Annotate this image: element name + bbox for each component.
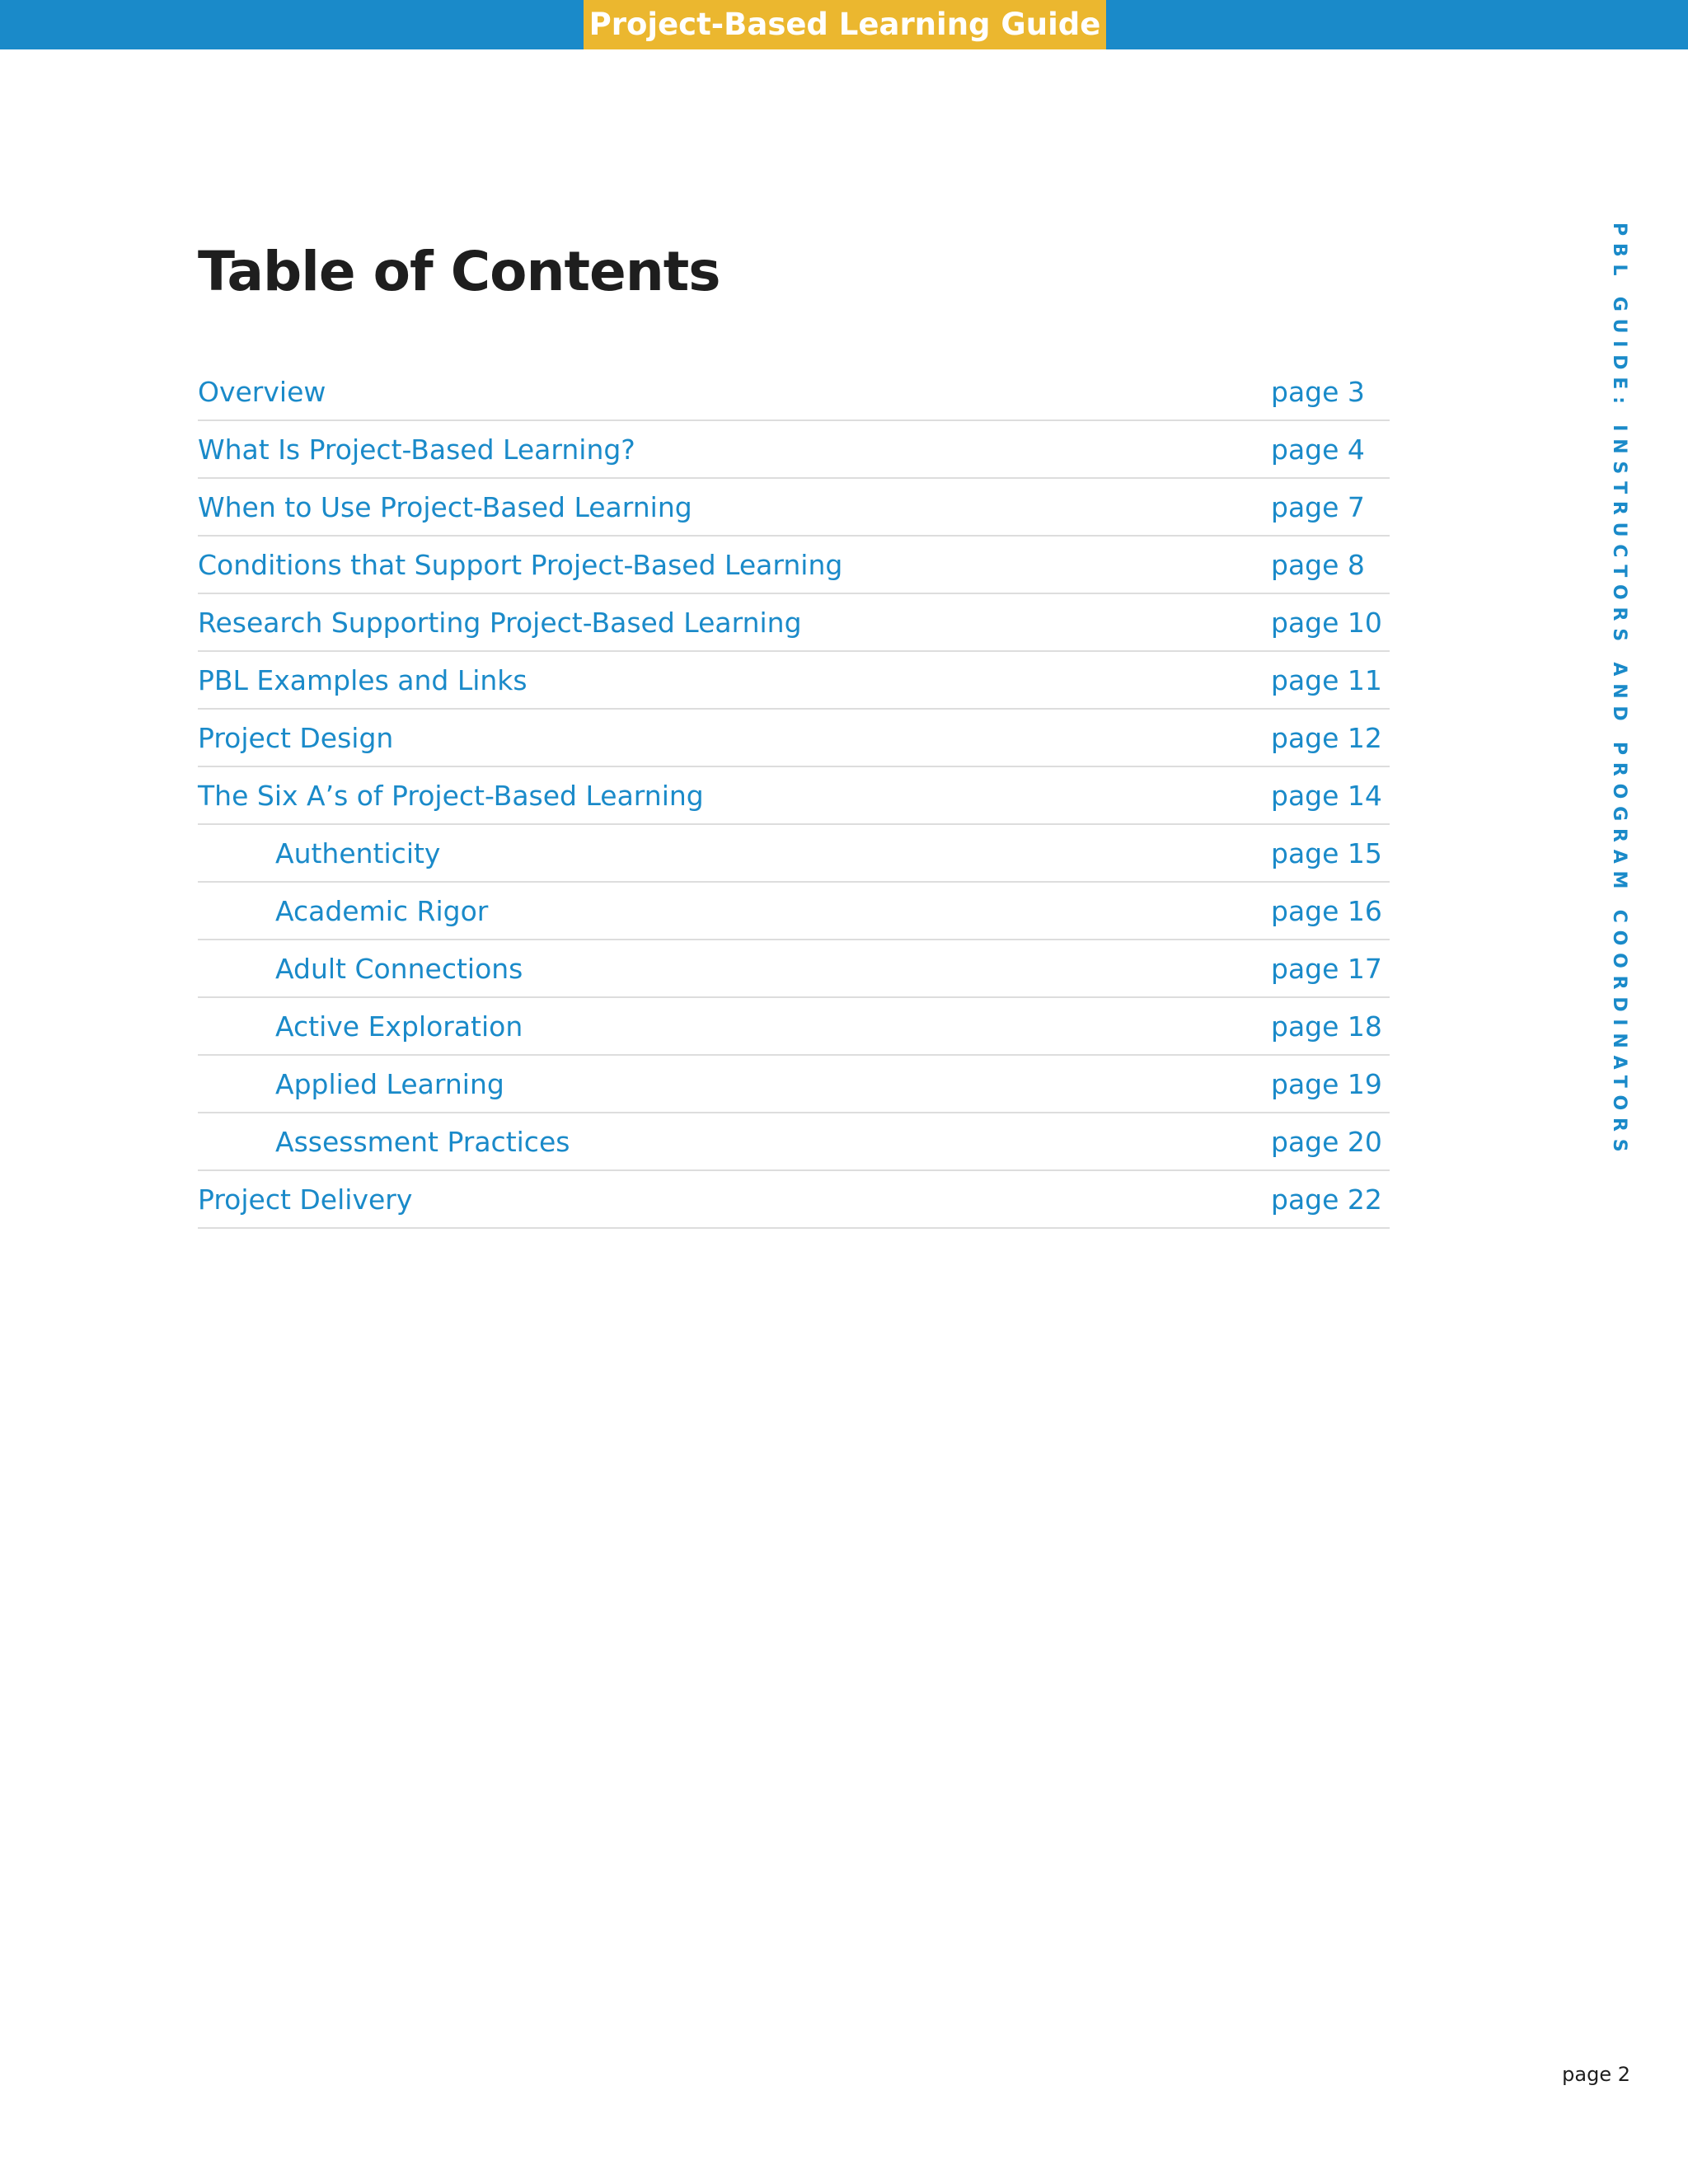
toc-entry-page[interactable]: page 3 <box>1271 375 1365 408</box>
guide-title-tab: Project-Based Learning Guide <box>584 0 1106 49</box>
toc-entry-label[interactable]: The Six A’s of Project-Based Learning <box>198 779 704 812</box>
toc-entry-page[interactable]: page 19 <box>1271 1067 1382 1100</box>
toc-entry-page[interactable]: page 14 <box>1271 779 1382 812</box>
toc-entry[interactable] <box>198 1171 1390 1229</box>
toc-entry-page[interactable]: page 15 <box>1271 837 1382 869</box>
toc-entry[interactable] <box>198 1056 1390 1113</box>
toc-entry-page[interactable]: page 11 <box>1271 663 1382 696</box>
toc-entry-label[interactable]: What Is Project-Based Learning? <box>198 433 635 466</box>
toc-entry-page[interactable]: page 16 <box>1271 894 1382 927</box>
toc-entry-page[interactable]: page 4 <box>1271 433 1365 466</box>
toc-entry-page[interactable]: page 8 <box>1271 548 1365 581</box>
toc-entry-page[interactable]: page 18 <box>1271 1010 1382 1043</box>
toc-entry[interactable] <box>198 363 1390 421</box>
toc-entry[interactable] <box>198 1113 1390 1171</box>
toc-entry-label[interactable]: Authenticity <box>275 837 441 869</box>
toc-entry[interactable] <box>198 479 1390 537</box>
toc-entry-page[interactable]: page 17 <box>1271 952 1382 985</box>
toc-entry[interactable] <box>198 940 1390 998</box>
toc-entry-page[interactable]: page 22 <box>1271 1183 1382 1216</box>
toc-entry[interactable] <box>198 710 1390 767</box>
toc-entry[interactable] <box>198 594 1390 652</box>
toc-entry-label[interactable]: Applied Learning <box>275 1067 504 1100</box>
toc-entry-label[interactable]: Academic Rigor <box>275 894 489 927</box>
side-running-title: PBL GUIDE: INSTRUCTORS AND PROGRAM COORDINATORS <box>1609 223 1629 1160</box>
toc-entry-page[interactable]: page 12 <box>1271 721 1382 754</box>
toc-entry[interactable] <box>198 652 1390 710</box>
toc-entry-label[interactable]: Project Delivery <box>198 1183 413 1216</box>
toc-entry-label[interactable]: Overview <box>198 375 326 408</box>
toc-entry-page[interactable]: page 7 <box>1271 490 1365 523</box>
toc-entry-label[interactable]: Research Supporting Project-Based Learning <box>198 606 802 639</box>
toc-entry-label[interactable]: Conditions that Support Project-Based Learning <box>198 548 843 581</box>
toc-entry[interactable] <box>198 421 1390 479</box>
toc-entry-label[interactable]: Assessment Practices <box>275 1125 570 1158</box>
toc-entry[interactable] <box>198 537 1390 594</box>
toc-entry-label[interactable]: Project Design <box>198 721 394 754</box>
page-number: page 2 <box>1562 2063 1630 2086</box>
toc-entry-page[interactable]: page 10 <box>1271 606 1382 639</box>
toc-entry-label[interactable]: When to Use Project-Based Learning <box>198 490 692 523</box>
toc-entry[interactable] <box>198 825 1390 883</box>
toc-entry-label[interactable]: Active Exploration <box>275 1010 523 1043</box>
page-title: Table of Contents <box>198 240 720 303</box>
toc-entry-label[interactable]: Adult Connections <box>275 952 523 985</box>
toc-entry[interactable] <box>198 883 1390 940</box>
toc-entry-page[interactable]: page 20 <box>1271 1125 1382 1158</box>
toc-entry[interactable] <box>198 767 1390 825</box>
table-of-contents <box>198 363 1390 1229</box>
toc-entry[interactable] <box>198 998 1390 1056</box>
toc-entry-label[interactable]: PBL Examples and Links <box>198 663 528 696</box>
